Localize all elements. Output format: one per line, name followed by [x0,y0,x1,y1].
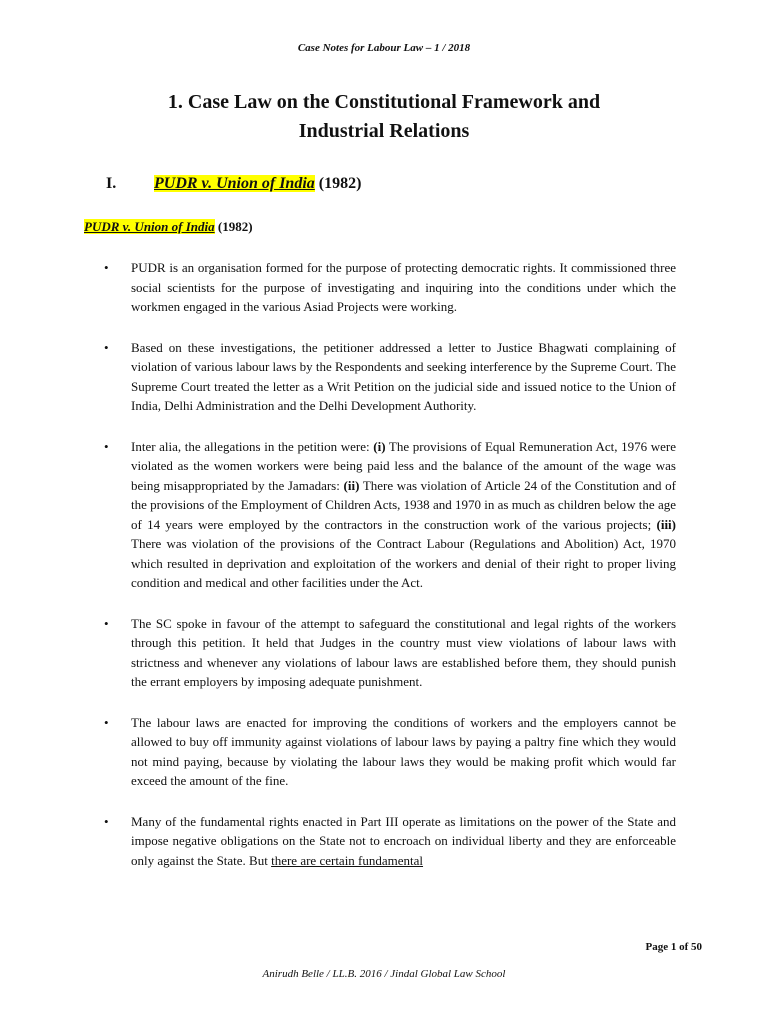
chapter-title-line-2: Industrial Relations [298,120,470,142]
section-case-name: PUDR v. Union of India [154,175,315,192]
page-number: Page 1 of 50 [645,941,702,953]
case-subheading [84,219,253,235]
bullet-marker: • [104,813,109,829]
subheading-case-name: PUDR v. Union of India [84,219,215,234]
bullet-marker: • [104,339,109,355]
list-item [84,614,676,692]
list-item [84,713,676,791]
list-item [84,812,676,871]
page-footer: Anirudh Belle / LL.B. 2016 / Jindal Global Law School [262,968,506,980]
bullet-marker: • [104,438,109,454]
list-item [84,338,676,416]
bullet-text-part: The provisions of Equal Remuneration Act, 1976 were violated as the women workers were being paid less and the balance of the amount of the wage was being misappropriated by the Jamadars: [131,438,676,493]
section-number: I. [106,175,117,192]
bullet-marker: • [104,260,109,275]
bullet-text: PUDR is an organisation formed for the purpose of protecting democratic rights. It commissioned three social scientists for the purpose of investigating and inquiring into the conditions under which the workmen engaged in the various Asiad Projects were working. [131,260,676,314]
bullet-text-part: Inter alia, the allegations in the petition were: [131,438,374,454]
subheading-year: (1982) [217,219,253,234]
chapter-title [110,88,658,146]
section-year: (1982) [318,175,362,192]
running-header: Case Notes for Labour Law – 1 / 2018 [297,42,471,54]
section-heading [106,175,361,193]
bullet-marker: • [104,615,109,631]
bullet-text-part: There was violation of Article 24 of the Constitution and of the provisions of the Employment of Children Acts, 1938 and 1970 in as much as children below the age of 14 years were employed by the contractors in the construction work of the various projects; [131,477,676,532]
bullet-text: The labour laws are enacted for improving the conditions of workers and the employers cannot be allowed to buy off immunity against violations of labour laws by paying a paltry fine which they would not mind paying, because by violating the labour laws they would be making profit which would far exceed the amount of the fine. [131,714,676,788]
bullet-text-part: There was violation of the provisions of the Contract Labour (Regulations and Abolition) Act, 1970 which resulted in deprivation and exploitation of the workers and denial of their right to proper living condition and medical and other facilities under the Act. [131,536,676,590]
list-item [84,437,676,593]
bullet-text: Many of the fundamental rights enacted in Part III operate as limitations on the power of the State and impose negative obligations on the State not to encroach on individual liberty and they are enforceable only against the State. But [131,813,676,868]
underlined-text: there are certain fundamental [271,852,424,868]
allegation-marker: (iii) [656,516,676,532]
allegation-marker: (ii) [343,477,360,493]
bullet-text: The SC spoke in favour of the attempt to safeguard the constitutional and legal rights of the workers through this petition. It held that Judges in the country must view violations of labour laws with strictness and whenever any violations of labour laws are established before them, they should punish the errant employers by imposing adequate punishment. [131,615,676,689]
bullet-text: Based on these investigations, the petitioner addressed a letter to Justice Bhagwati complaining of violation of various labour laws by the Respondents and seeking interference by the Supreme Court. The Supreme Court treated the letter as a Writ Petition on the judicial side and issued notice to the Union of India, Delhi Administration and the Delhi Development Authority. [131,339,676,413]
bullet-marker: • [104,714,109,730]
chapter-title-line-1: 1. Case Law on the Constitutional Framework and [167,91,601,113]
allegation-marker: (i) [373,438,386,454]
case-notes-list [84,258,676,891]
list-item [84,258,676,317]
